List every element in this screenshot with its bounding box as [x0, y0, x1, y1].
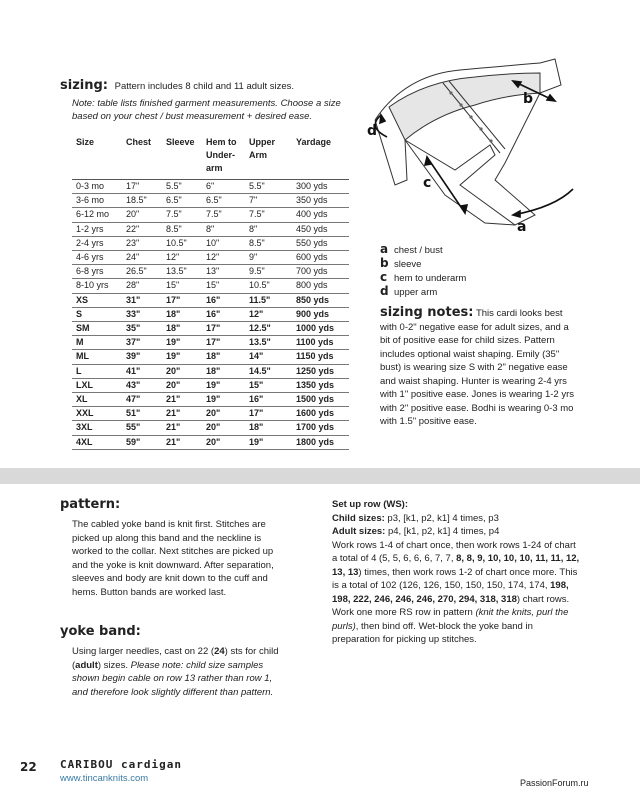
- setup-child: Child sizes: p3, [k1, p2, k1] 4 times, p3: [332, 512, 499, 524]
- table-cell: 3XL: [72, 421, 122, 435]
- table-cell: 7": [245, 194, 292, 208]
- table-cell: 18": [162, 322, 202, 336]
- table-row: [72, 222, 349, 236]
- table-cell: 51": [122, 407, 162, 421]
- table-cell: 17": [162, 293, 202, 307]
- table-cell: 12.5": [245, 322, 292, 336]
- sizing-note: Note: table lists finished garment measurements. Choose a size based on your chest / bust measurement + desired ease.: [72, 98, 341, 122]
- table-cell: 1150 yds: [292, 350, 349, 364]
- header-upper-arm: Upper Arm: [245, 133, 292, 180]
- pattern-title: pattern:: [60, 497, 121, 512]
- table-cell: 47": [122, 393, 162, 407]
- table-cell: 2-4 yrs: [72, 236, 122, 250]
- table-cell: 350 yds: [292, 194, 349, 208]
- table-cell: 7.5": [245, 208, 292, 222]
- table-cell: 31": [122, 293, 162, 307]
- page-number: 22: [20, 760, 37, 774]
- table-cell: 14": [245, 350, 292, 364]
- table-row: [72, 251, 349, 265]
- table-row: [72, 293, 349, 307]
- table-cell: 20": [202, 421, 245, 435]
- yoke-band-title: yoke band:: [60, 624, 141, 639]
- table-cell: 21": [162, 421, 202, 435]
- table-cell: S: [72, 307, 122, 321]
- yoke-band-text: Using larger needles, cast on 22 (24) sts for child (adult) sizes. Please note: child size samples shown begin cable on row 13 rather than row 1, and therefore look slightly different than pattern.: [72, 646, 279, 698]
- table-cell: 1000 yds: [292, 322, 349, 336]
- garment-schematic: [365, 45, 585, 235]
- table-cell: 10": [202, 236, 245, 250]
- table-cell: 6.5": [202, 194, 245, 208]
- table-cell: XL: [72, 393, 122, 407]
- table-row: [72, 336, 349, 350]
- table-cell: 8": [245, 222, 292, 236]
- table-cell: 39": [122, 350, 162, 364]
- table-cell: 1100 yds: [292, 336, 349, 350]
- table-cell: 6-8 yrs: [72, 265, 122, 279]
- table-cell: 15": [162, 279, 202, 293]
- table-cell: 17": [202, 322, 245, 336]
- table-cell: L: [72, 364, 122, 378]
- table-cell: 43": [122, 378, 162, 392]
- table-cell: 6.5": [162, 194, 202, 208]
- table-cell: 400 yds: [292, 208, 349, 222]
- table-cell: 20": [122, 208, 162, 222]
- footer-title: CARIBOU cardigan: [60, 758, 182, 771]
- table-row: [72, 265, 349, 279]
- table-cell: 1600 yds: [292, 407, 349, 421]
- table-row: [72, 407, 349, 421]
- table-cell: 37": [122, 336, 162, 350]
- table-cell: 8": [202, 222, 245, 236]
- table-cell: 300 yds: [292, 180, 349, 194]
- table-cell: 600 yds: [292, 251, 349, 265]
- table-cell: 19": [202, 393, 245, 407]
- table-cell: 55": [122, 421, 162, 435]
- table-cell: 24": [122, 251, 162, 265]
- sizing-intro: Pattern includes 8 child and 11 adult sizes.: [114, 81, 295, 92]
- label-d: d: [367, 123, 378, 139]
- table-cell: 8.5": [245, 236, 292, 250]
- table-cell: 16": [202, 307, 245, 321]
- table-cell: 4XL: [72, 435, 122, 449]
- header-size: Size: [72, 133, 122, 180]
- table-cell: 7.5": [202, 208, 245, 222]
- table-cell: 1-2 yrs: [72, 222, 122, 236]
- table-cell: XXL: [72, 407, 122, 421]
- table-cell: 15": [245, 378, 292, 392]
- table-cell: 550 yds: [292, 236, 349, 250]
- table-row: [72, 180, 349, 194]
- table-cell: 19": [162, 350, 202, 364]
- table-cell: 17": [202, 336, 245, 350]
- table-cell: 3-6 mo: [72, 194, 122, 208]
- table-cell: 10.5": [162, 236, 202, 250]
- table-row: [72, 364, 349, 378]
- setup-title: Set up row (WS):: [332, 499, 408, 510]
- table-row: [72, 208, 349, 222]
- table-cell: 6-12 mo: [72, 208, 122, 222]
- table-header-row: [72, 133, 349, 180]
- table-cell: 1350 yds: [292, 378, 349, 392]
- table-cell: 59": [122, 435, 162, 449]
- header-chest: Chest: [122, 133, 162, 180]
- table-row: [72, 307, 349, 321]
- header-yardage: Yardage: [292, 133, 349, 180]
- table-cell: 18.5": [122, 194, 162, 208]
- table-cell: 19": [162, 336, 202, 350]
- table-cell: XS: [72, 293, 122, 307]
- table-row: [72, 378, 349, 392]
- watermark: PassionForum.ru: [520, 778, 589, 788]
- setup-body: Work rows 1-4 of chart once, then work rows 1-24 of chart a total of 4 (5, 5, 6, 6, 6, 7, 7, 8, 8, 9, 10, 10, 10, 11, 11, 12, 13, 13) times, then work rows 1-2 of chart once more. This is a total of 102 (126, 126, 150, 150, 150, 174, 174, 198, 198, 222, 246, 246, 246, 270, 294, 318, 318) chart rows. Work one more RS row in pattern (knit the knits, purl the purls), then bind off. Wet-block the yoke band in preparation for picking up stitches.: [332, 539, 580, 645]
- table-cell: 18": [245, 421, 292, 435]
- table-cell: 33": [122, 307, 162, 321]
- table-cell: 800 yds: [292, 279, 349, 293]
- table-cell: 10.5": [245, 279, 292, 293]
- table-cell: 850 yds: [292, 293, 349, 307]
- diagram-legend: [380, 242, 466, 298]
- sizing-notes: [380, 306, 580, 429]
- table-cell: 20": [202, 435, 245, 449]
- table-cell: 900 yds: [292, 307, 349, 321]
- table-cell: 7.5": [162, 208, 202, 222]
- table-cell: 41": [122, 364, 162, 378]
- table-cell: 17": [245, 407, 292, 421]
- table-cell: 20": [162, 378, 202, 392]
- table-cell: 9.5": [245, 265, 292, 279]
- setup-adult: Adult sizes: p4, [k1, p2, k1] 4 times, p4: [332, 526, 500, 537]
- table-cell: 16": [202, 293, 245, 307]
- table-cell: 19": [202, 378, 245, 392]
- table-cell: 28": [122, 279, 162, 293]
- table-cell: 16": [245, 393, 292, 407]
- table-cell: LXL: [72, 378, 122, 392]
- table-cell: 22": [122, 222, 162, 236]
- table-cell: 12": [162, 251, 202, 265]
- table-cell: 1250 yds: [292, 364, 349, 378]
- table-cell: 11.5": [245, 293, 292, 307]
- table-row: [72, 350, 349, 364]
- table-cell: 20": [202, 407, 245, 421]
- sizing-notes-title: sizing notes:: [380, 305, 474, 320]
- label-b: b: [523, 91, 534, 107]
- table-cell: 21": [162, 435, 202, 449]
- table-row: [72, 421, 349, 435]
- table-cell: 5.5": [162, 180, 202, 194]
- table-cell: 13.5": [245, 336, 292, 350]
- sizing-header: [60, 78, 294, 93]
- table-cell: 18": [162, 307, 202, 321]
- table-cell: 8.5": [162, 222, 202, 236]
- legend-item: a chest / bust: [380, 242, 443, 256]
- table-cell: 23": [122, 236, 162, 250]
- table-cell: 700 yds: [292, 265, 349, 279]
- table-cell: 35": [122, 322, 162, 336]
- sleeve-outline: [540, 59, 561, 93]
- table-row: [72, 279, 349, 293]
- table-cell: 8-10 yrs: [72, 279, 122, 293]
- table-cell: 4-6 yrs: [72, 251, 122, 265]
- table-row: [72, 322, 349, 336]
- table-cell: 21": [162, 407, 202, 421]
- table-cell: 19": [245, 435, 292, 449]
- section-divider: [0, 468, 640, 484]
- table-cell: 17": [122, 180, 162, 194]
- table-cell: 0-3 mo: [72, 180, 122, 194]
- table-cell: 18": [202, 364, 245, 378]
- size-table: [72, 133, 349, 450]
- footer-url[interactable]: www.tincanknits.com: [60, 773, 149, 784]
- table-cell: 9": [245, 251, 292, 265]
- table-cell: ML: [72, 350, 122, 364]
- table-cell: 18": [202, 350, 245, 364]
- table-row: [72, 194, 349, 208]
- table-cell: 20": [162, 364, 202, 378]
- legend-item: b sleeve: [380, 256, 422, 270]
- sizing-title: sizing:: [60, 78, 108, 93]
- table-cell: 12": [202, 251, 245, 265]
- table-cell: 6": [202, 180, 245, 194]
- table-cell: 13": [202, 265, 245, 279]
- table-cell: 450 yds: [292, 222, 349, 236]
- arrow-a: [513, 189, 573, 215]
- setup-instructions: [332, 498, 582, 647]
- table-cell: 13.5": [162, 265, 202, 279]
- table-cell: 21": [162, 393, 202, 407]
- sizing-notes-text: This cardi looks best with 0-2" negative ease for adult sizes, and a bit of positive ease for child sizes. Pattern includes optional waist shaping. Emily (35" bust) is wearing size S with 2" negative ease and waist shaping. Hunter is wearing 2-4 yrs with 1" positive ease. Jones is wearing 1-2 yrs with 2" positive ease. Bodhi is wearing 0-3 mo with 1.5" positive ease.: [380, 308, 574, 427]
- table-cell: 26.5": [122, 265, 162, 279]
- table-cell: 5.5": [245, 180, 292, 194]
- table-row: [72, 435, 349, 449]
- table-cell: SM: [72, 322, 122, 336]
- pattern-text: The cabled yoke band is knit first. Stitches are picked up along this band and the neckline is worked to the collar. Next stitches are picked up and the yoke is knit downward. After separation, sleeves and body are knit down to the cuff and hems. Button bands are worked last.: [72, 519, 274, 598]
- legend-item: d upper arm: [380, 284, 438, 298]
- label-a: a: [517, 219, 527, 235]
- legend-item: c hem to underarm: [380, 270, 467, 284]
- table-cell: 1500 yds: [292, 393, 349, 407]
- table-row: [72, 393, 349, 407]
- table-cell: 12": [245, 307, 292, 321]
- header-hem-to-underarm: Hem to Under-arm: [202, 133, 245, 180]
- table-cell: 15": [202, 279, 245, 293]
- table-row: [72, 236, 349, 250]
- table-cell: 1800 yds: [292, 435, 349, 449]
- table-cell: 14.5": [245, 364, 292, 378]
- label-c: c: [423, 175, 432, 191]
- table-cell: M: [72, 336, 122, 350]
- table-cell: 1700 yds: [292, 421, 349, 435]
- header-sleeve: Sleeve: [162, 133, 202, 180]
